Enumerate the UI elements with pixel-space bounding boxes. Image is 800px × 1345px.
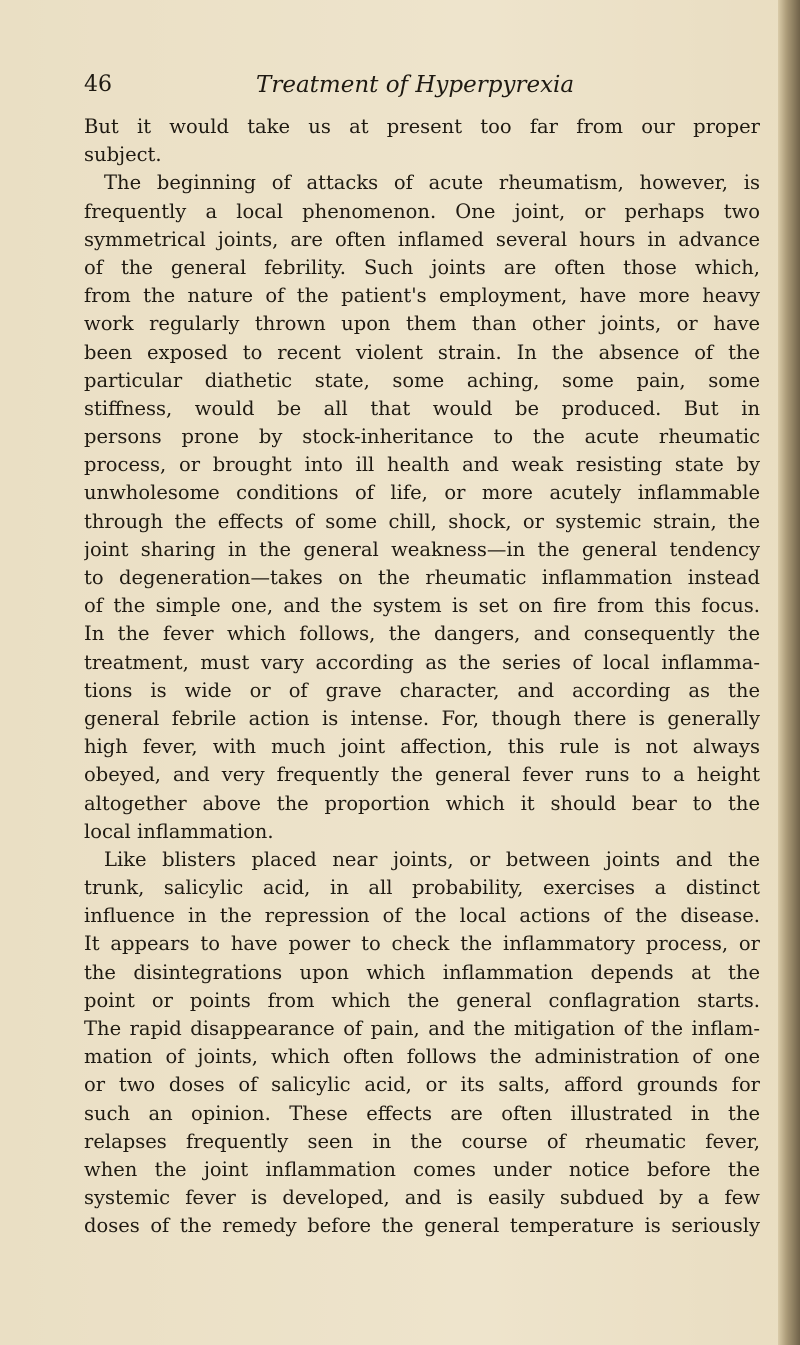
page-edge (778, 0, 800, 1345)
text-line: or two doses of salicylic acid, or its salts, afford grounds for (84, 1073, 760, 1097)
text-line: the disintegrations upon which inflammation depends at the (84, 960, 760, 984)
text-line: persons prone by stock-inheritance to the acute rheumatic (84, 425, 760, 449)
text-line: from the nature of the patient's employment, have more heavy (84, 284, 760, 308)
text-line: The rapid disappearance of pain, and the mitigation of the inflam- (84, 1017, 760, 1040)
page-number: 46 (84, 72, 112, 97)
text-line: general febrile action is intense. For, though there is generally (84, 706, 760, 730)
text-line: such an opinion. These effects are often illustrated in the (84, 1101, 760, 1125)
text-line: through the effects of some chill, shock, or systemic strain, the (84, 509, 760, 533)
text-line: doses of the remedy before the general temperature is seriously (84, 1214, 760, 1238)
text-line: It appears to have power to check the inflammatory process, or (84, 932, 760, 956)
text-line: In the fever which follows, the dangers, and consequently the (84, 622, 760, 646)
text-line: mation of joints, which often follows the administration of one (84, 1045, 760, 1069)
text-line: process, or brought into ill health and weak resisting state by (84, 453, 760, 477)
text-line: symmetrical joints, are often inflamed several hours in advance (84, 227, 760, 251)
text-line: particular diathetic state, some aching, some pain, some (84, 368, 760, 392)
text-line: frequently a local phenomenon. One joint, or perhaps two (84, 199, 760, 223)
text-line: to degeneration—takes on the rheumatic inflammation instead (84, 566, 760, 589)
text-line: subject. (84, 143, 162, 167)
text-line: when the joint inflammation comes under notice before the (84, 1157, 760, 1181)
text-line: local inflammation. (84, 819, 274, 843)
text-line: high fever, with much joint affection, this rule is not always (84, 735, 760, 759)
text-line: treatment, must vary according as the series of local inflamma- (84, 650, 760, 674)
text-line: Like blisters placed near joints, or between joints and the (104, 847, 760, 871)
text-line: of the general febrility. Such joints are often those which, (84, 255, 760, 279)
text-line: point or points from which the general conflagration starts. (84, 988, 760, 1012)
text-line: stiffness, would be all that would be produced. But in (84, 396, 760, 420)
text-line: obeyed, and very frequently the general fever runs to a height (84, 763, 760, 787)
text-line: The beginning of attacks of acute rheumatism, however, is (104, 171, 760, 195)
text-line: unwholesome conditions of life, or more acutely inflammable (84, 481, 760, 505)
text-line: tions is wide or of grave character, and according as the (84, 678, 760, 702)
running-title: Treatment of Hyperpyrexia (256, 72, 575, 98)
text-line: altogether above the proportion which it should bear to the (84, 791, 760, 815)
text-line: work regularly thrown upon them than other joints, or have (84, 312, 760, 336)
text-line: joint sharing in the general weakness—in the general tendency (84, 537, 760, 561)
text-line: systemic fever is developed, and is easily subdued by a few (84, 1186, 760, 1210)
text-line: trunk, salicylic acid, in all probability, exercises a distinct (84, 876, 760, 900)
text-line: influence in the repression of the local actions of the disease. (84, 904, 760, 928)
body-text (84, 113, 760, 1241)
text-line: relapses frequently seen in the course of rheumatic fever, (84, 1129, 760, 1153)
text-line: of the simple one, and the system is set on fire from this focus. (84, 594, 760, 618)
page-header (84, 70, 760, 100)
text-line: But it would take us at present too far from our proper (84, 115, 760, 138)
text-line: been exposed to recent violent strain. In the absence of the (84, 340, 760, 364)
